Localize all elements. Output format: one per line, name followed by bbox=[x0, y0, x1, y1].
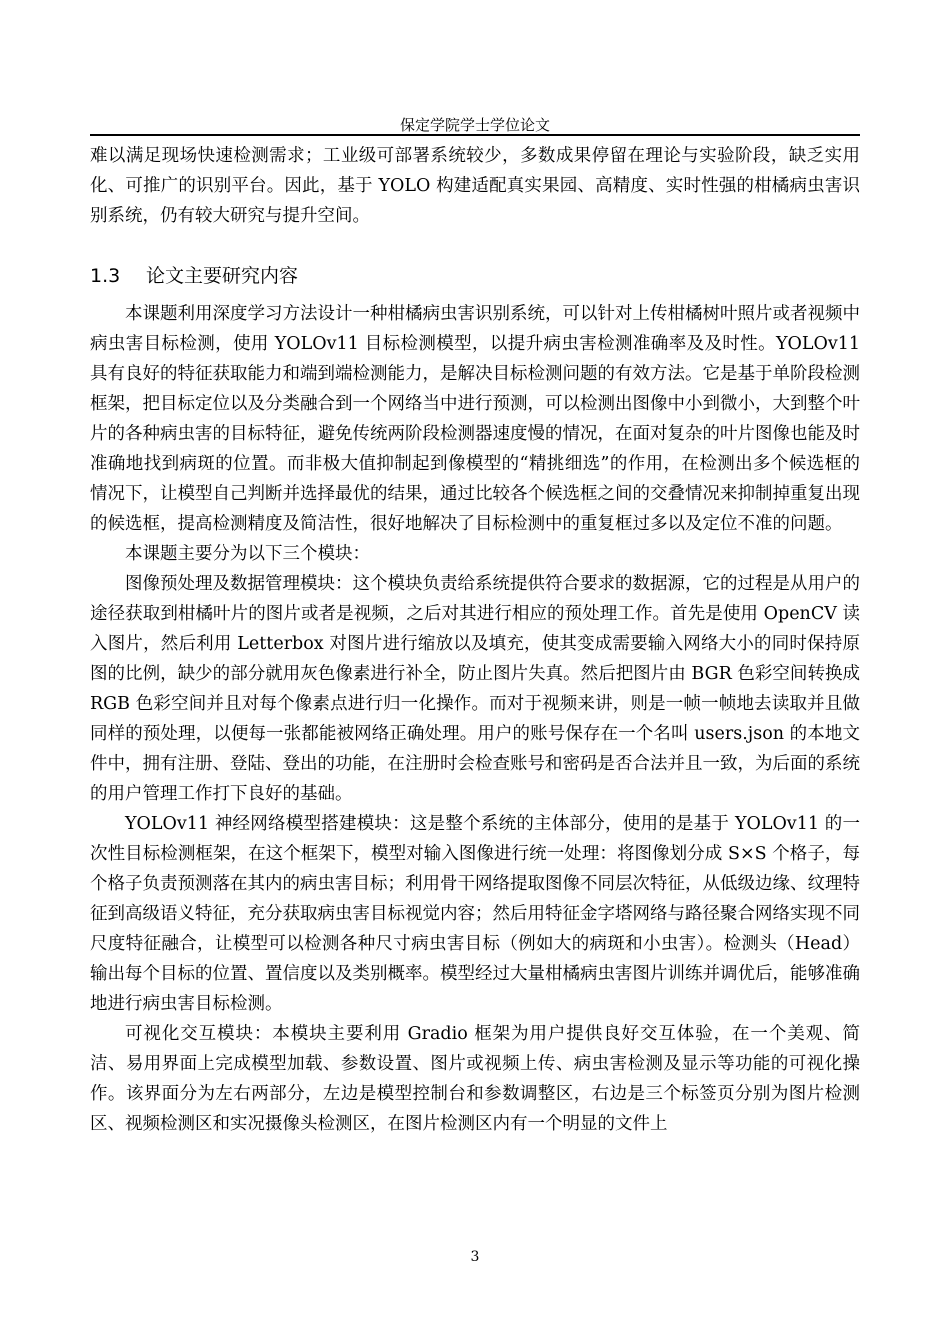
paragraph-modules-intro: 本课题主要分为以下三个模块： bbox=[125, 544, 370, 564]
body-text bbox=[90, 141, 860, 1139]
section-number: 1.3 bbox=[90, 265, 121, 287]
header-divider bbox=[90, 134, 860, 136]
paragraph-preprocessing-module: 图像预处理及数据管理模块：这个模块负责给系统提供符合要求的数据源，它的过程是从用户的途径获取到柑橘叶片的图片或者是视频，之后对其进行相应的预处理工作。首先是使用 OpenCV 读入图片，然后利用 Letterbox 对图片进行缩放以及填充，使其变成需要输入网络大小的同时保持原图的比例，缺少的部分就用灰色像素进行补全，防止图片失真。然后把图片由 BGR 色彩空间转换成 RGB 色彩空间并且对每个像素点进行归一化操作。而对于视频来讲，则是一帧一帧地去读取并且做同样的预处理，以便每一张都能被网络正确处理。用户的账号保存在一个名叫 users.json 的本地文件中，拥有注册、登陆、登出的功能，在注册时会检查账号和密码是否合法并且一致，为后面的系统的用户管理工作打下良好的基础。 bbox=[90, 574, 860, 804]
section-heading bbox=[90, 261, 860, 291]
section-title: 论文主要研究内容 bbox=[146, 265, 299, 287]
running-header: 保定学院学士学位论文 bbox=[399, 116, 550, 134]
paragraph-overview: 本课题利用深度学习方法设计一种柑橘病虫害识别系统，可以针对上传柑橘树叶照片或者视频中病虫害目标检测，使用 YOLOv11 目标检测模型，以提升病虫害检测准确率及及时性。YOLOv11 具有良好的特征获取能力和端到端检测能力，是解决目标检测问题的有效方法。它是基于单阶段检测框架，把目标定位以及分类融合到一个网络当中进行预测，可以检测出图像中小到微小，大到整个叶片的各种病虫害的目标特征，避免传统两阶段检测器速度慢的情况，在面对复杂的叶片图像也能及时准确地找到病斑的位置。而非极大值抑制起到像模型的“精挑细选”的作用，在检测出多个候选框的情况下，让模型自己判断并选择最优的结果，通过比较各个候选框之间的交叠情况来抑制掉重复出现的候选框，提高检测精度及简洁性，很好地解决了目标检测中的重复框过多以及定位不准的问题。 bbox=[90, 304, 860, 534]
intro-paragraph: 难以满足现场快速检测需求；工业级可部署系统较少，多数成果停留在理论与实验阶段，缺乏实用化、可推广的识别平台。因此，基于 YOLO 构建适配真实果园、高精度、实时性强的柑橘病虫害识别系统，仍有较大研究与提升空间。 bbox=[90, 146, 860, 226]
page-number: 3 bbox=[470, 1249, 480, 1265]
paragraph-visual-module: 可视化交互模块：本模块主要利用 Gradio 框架为用户提供良好交互体验，在一个美观、简洁、易用界面上完成模型加载、参数设置、图片或视频上传、病虫害检测及显示等功能的可视化操作。该界面分为左右两部分，左边是模型控制台和参数调整区，右边是三个标签页分别为图片检测区、视频检测区和实况摄像头检测区，在图片检测区内有一个明显的文件上 bbox=[90, 1024, 860, 1134]
paragraph-yolo-module: YOLOv11 神经网络模型搭建模块：这是整个系统的主体部分，使用的是基于 YOLOv11 的一次性目标检测框架，在这个框架下，模型对输入图像进行统一处理：将图像划分成 S×S 个格子，每个格子负责预测落在其内的病虫害目标；利用骨干网络提取图像不同层次特征，从低级边缘、纹理特征到高级语义特征，充分获取病虫害目标视觉内容；然后用特征金字塔网络与路径聚合网络实现不同尺度特征融合，让模型可以检测各种尺寸病虫害目标（例如大的病斑和小虫害）。检测头（Head）输出每个目标的位置、置信度以及类别概率。模型经过大量柑橘病虫害图片训练并调优后，能够准确地进行病虫害目标检测。 bbox=[90, 814, 860, 1014]
